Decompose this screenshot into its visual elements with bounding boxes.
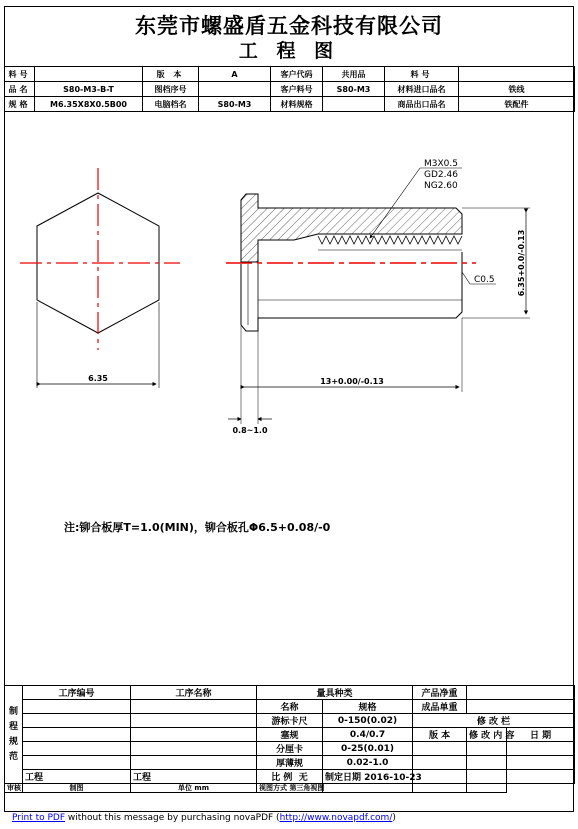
lower-outline (241, 252, 462, 331)
thread-size-label: M3X0.5 (424, 159, 458, 169)
header-cell: 铁配件 (459, 97, 575, 112)
truncated-cell: 制图 (23, 784, 131, 793)
hex-width-label: 6.35 (88, 374, 108, 383)
tool-name: 厚薄规 (257, 756, 323, 770)
process-row (5, 742, 575, 756)
eng-label: 工程 (23, 770, 131, 784)
thread-teeth (318, 236, 462, 244)
tool-spec: 0.4/0.7 (323, 728, 413, 742)
riveting-note: 注:铆合板厚T=1.0(MIN)，铆合板孔Φ6.5+0.08/-0 (64, 521, 331, 534)
hex-view (20, 168, 180, 388)
process-name-header: 工序名称 (131, 686, 257, 700)
header-cell: M6.35X8X0.5B00 (35, 97, 143, 112)
chamfer-label: C0.5 (474, 275, 495, 285)
tool-name: 分厘卡 (257, 742, 323, 756)
tool-name: 塞规 (257, 728, 323, 742)
header-cell: 版 本 (143, 67, 199, 82)
footer-end: ) (392, 813, 396, 823)
header-cell: 客户代码 (271, 67, 323, 82)
header-cell: 料号 (385, 67, 459, 82)
header-cell: 料号 (5, 67, 35, 82)
tool-name-header: 名称 (257, 700, 323, 714)
truncated-row (5, 784, 575, 793)
header-cell: 电脑档名 (143, 97, 199, 112)
scale-value: 无 (298, 773, 308, 783)
header-cell: 客户料号 (271, 82, 323, 97)
novapdf-footer (12, 813, 396, 823)
made-date-label: 制定日期 (325, 773, 362, 783)
version-label: 版 本 (413, 728, 467, 742)
side-view (226, 159, 530, 435)
print-to-pdf-link[interactable]: Print to PDF (12, 813, 65, 823)
process-row (5, 714, 575, 728)
process-row (5, 728, 575, 742)
product-weight-label: 产品净重 (413, 686, 467, 700)
process-header-row (5, 686, 575, 700)
eng2-label: 工程 (131, 770, 257, 784)
diameter-label: 6.35+0.0/-0.13 (517, 229, 526, 297)
company-title: 东莞市螺盛盾五金科技有限公司 (135, 14, 443, 38)
truncated-cell: 单位 mm (131, 784, 257, 793)
process-row (5, 700, 575, 714)
process-side-label: 制 程 规 范 (5, 686, 23, 784)
novapdf-url-link[interactable]: http://www.novapdf.com/ (279, 813, 393, 823)
header-cell: 材料规格 (271, 97, 323, 112)
header-cell: S80-M3-B-T (35, 82, 143, 97)
upper-section-hatch (241, 194, 462, 262)
tool-spec-header: 规格 (323, 700, 413, 714)
header-cell: 品名 (5, 82, 35, 97)
drawing-title: 工 程 图 (238, 40, 340, 62)
tool-spec: 0-150(0.02) (323, 714, 413, 728)
flange-label: 0.8~1.0 (232, 426, 268, 435)
header-cell: A (199, 67, 271, 82)
truncated-cell: 审核 (5, 784, 23, 793)
scale-label: 比 例 (271, 773, 293, 783)
truncated-cell: 视图方式 第三角视图 (257, 784, 323, 793)
product-weight-value (467, 686, 575, 700)
footer-text: without this message by purchasing novaPDF ( (65, 813, 280, 823)
header-cell: 材料进口品名 (385, 82, 459, 97)
finished-weight-label: 成品单重 (413, 700, 467, 714)
process-row (5, 756, 575, 770)
header-cell: 铁线 (459, 82, 575, 97)
process-row (5, 770, 575, 784)
header-cell: 商品出口品名 (385, 97, 459, 112)
made-date-value: 2016-10-23 (364, 773, 422, 783)
length-label: 13+0.00/-0.13 (320, 377, 384, 386)
date-label: 日 期 (507, 728, 575, 742)
header-cell: 图档序号 (143, 82, 199, 97)
revision-bar: 修 改 栏 (413, 714, 575, 728)
header-cell: 规格 (5, 97, 35, 112)
tool-spec: 0-25(0.01) (323, 742, 413, 756)
made-date-cell (323, 770, 422, 784)
scale-cell (257, 770, 323, 784)
thread-gd-label: GD2.46 (424, 170, 458, 180)
process-no-header: 工序编号 (23, 686, 131, 700)
tool-header: 量具种类 (257, 686, 413, 700)
header-cell: S80-M3 (199, 97, 271, 112)
thread-ng-label: NG2.60 (424, 181, 458, 191)
header-cell: S80-M3 (323, 82, 385, 97)
tool-name: 游标卡尺 (257, 714, 323, 728)
tool-spec: 0.02-1.0 (323, 756, 413, 770)
header-cell: 共用品 (323, 67, 385, 82)
chamfer-leader (462, 272, 470, 284)
process-table (4, 685, 575, 793)
revision-content-label: 修 改 内 容 (467, 728, 507, 742)
